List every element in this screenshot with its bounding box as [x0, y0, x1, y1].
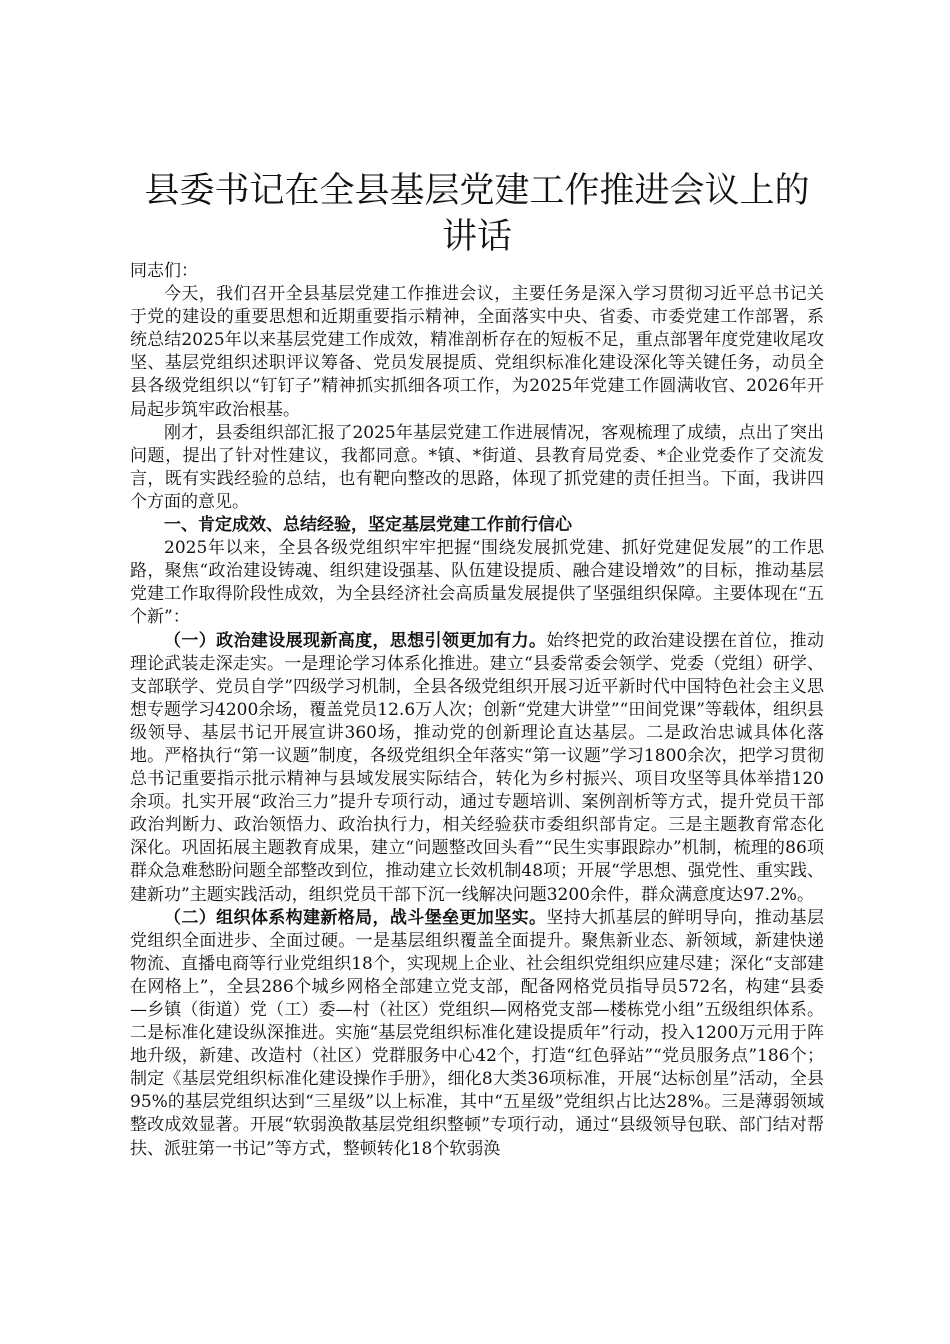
subsection-title-2: （二）组织体系构建新格局，战斗堡垒更加坚实。 — [164, 907, 547, 928]
paragraph-reports: 刚才，县委组织部汇报了2025年基层党建工作进展情况，客观梳理了成绩，点出了突出问题，提出了针对性建议，我都同意。*镇、*街道、县教育局党委、*企业党委作了交流发言，既有实践经验的总结，也有靶向整改的思路，体现了抓党建的责任担当。下面，我讲四个方面的意见。 — [130, 422, 824, 512]
document-title: 县委书记在全县基层党建工作推进会议上的讲话 — [144, 171, 810, 257]
paragraph-overview: 2025年以来，全县各级党组织牢牢把握“围绕发展抓党建、抓好党建促发展”的工作思路，聚焦“政治建设铸魂、组织建设强基、队伍建设提质、融合建设增效”的目标，推动基层党建工作取得阶段性成效，为全县经济社会高质量发展提供了坚强组织保障。主要体现在“五个新”： — [130, 538, 824, 628]
subsection-political — [130, 630, 824, 907]
subsection-text-1: 始终把党的政治建设摆在首位，推动理论武装走深走实。一是理论学习体系化推进。建立“县委常委会领学、党委（党组）研学、支部联学、党员自学”四级学习机制，全县各级党组织开展习近平新时代中国特色社会主义思想专题学习4200余场，覆盖党员12.6万人次；创新“党建大讲堂”“田间党课”等载体，组织县级领导、基层书记开展宣讲360场，推动党的创新理论直达基层。二是政治忠诚具体化落地。严格执行“第一议题”制度，各级党组织全年落实“第一议题”学习1800余次，把学习贯彻总书记重要指示批示精神与县域发展实际结合，转化为乡村振兴、项目攻坚等具体举措120余项。扎实开展“政治三力”提升专项行动，通过专题培训、案例剖析等方式，提升党员干部政治判断力、政治领悟力、政治执行力，相关经验获市委组织部肯定。三是主题教育常态化深化。巩固拓展主题教育成果，建立“问题整改回头看”“民生实事跟踪办”机制，梳理的86项群众急难愁盼问题全部整改到位，推动建立长效机制48项；开展“学思想、强党性、重实践、建新功”主题实践活动，组织党员干部下沉一线解决问题3200余件，群众满意度达97.2%。 — [130, 630, 825, 905]
section-heading-1: 一、肯定成效、总结经验，坚定基层党建工作前行信心 — [164, 515, 572, 536]
subsection-organization — [130, 907, 824, 1161]
document-body — [130, 260, 824, 1161]
paragraph-opening: 今天，我们召开全县基层党建工作推进会议，主要任务是深入学习贯彻习近平总书记关于党的建设的重要思想和近期重要指示精神，全面落实中央、省委、市委党建工作部署，系统总结2025年以来基层党建工作成效，精准剖析存在的短板不足，重点部署年度党建收尾攻坚、基层党组织述职评议筹备、党员发展提质、党组织标准化建设深化等关键任务，动员全县各级党组织以“钉钉子”精神抓实抓细各项工作，为2025年党建工作圆满收官、2026年开局起步筑牢政治根基。 — [130, 284, 824, 420]
document-page — [130, 168, 824, 1161]
subsection-text-2: 坚持大抓基层的鲜明导向，推动基层党组织全面进步、全面过硬。一是基层组织覆盖全面提升。聚焦新业态、新领域，新建快递物流、直播电商等行业党组织18个，实现规上企业、社会组织党组织应建尽建；深化“支部建在网格上”，全县286个城乡网格全部建立党支部，配备网格党员指导员572名，构建“县委—乡镇（街道）党（工）委—村（社区）党组织—网格党支部—楼栋党小组”五级组织体系。二是标准化建设纵深推进。实施“基层党组织标准化建设提质年”行动，投入1200万元用于阵地升级，新建、改造村（社区）党群服务中心42个，打造“红色驿站”“党员服务点”186个；制定《基层党组织标准化建设操作手册》，细化8大类36项标准，开展“达标创星”活动，全县95%的基层党组织达到“三星级”以上标准，其中“五星级”党组织占比达28%。三是薄弱领域整改成效显著。开展“软弱涣散基层党组织整顿”专项行动，通过“县级领导包联、部门结对帮扶、派驻第一书记”等方式，整顿转化18个软弱涣 — [130, 907, 825, 1159]
salutation: 同志们： — [130, 261, 198, 281]
subsection-title-1: （一）政治建设展现新高度，思想引领更加有力。 — [164, 630, 547, 651]
